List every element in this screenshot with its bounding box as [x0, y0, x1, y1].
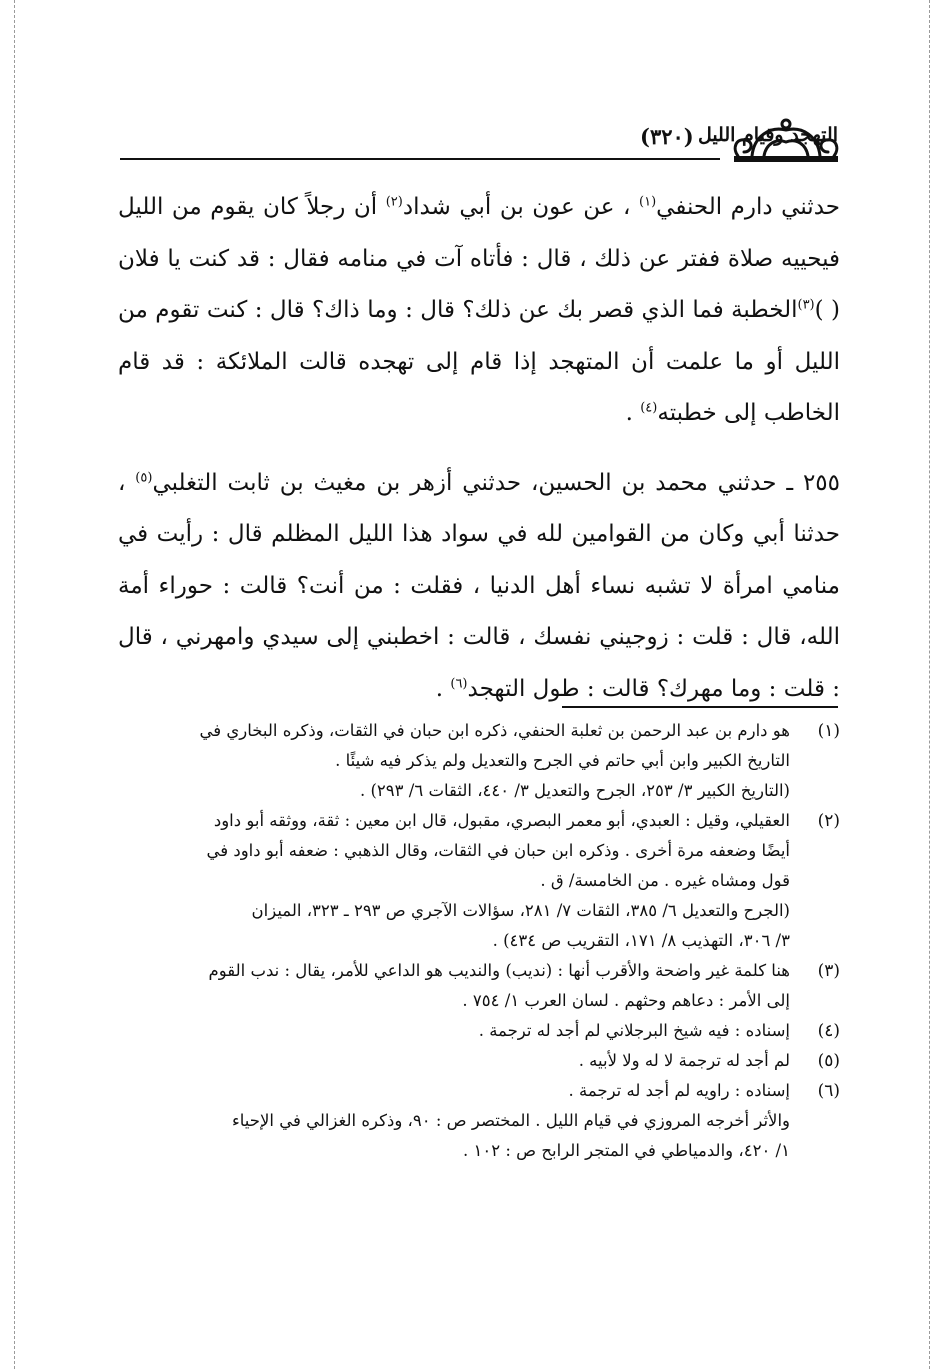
footnote-number: (١) [817, 721, 840, 741]
footnote-4 [118, 1016, 840, 1046]
main-line: حوراء أمة الله، قال : قلت : زوجيني نفسك ، قالت : اخطبني إلى سيدي [118, 572, 840, 650]
footnote-number: (٣) [817, 961, 840, 981]
main-line: وامهرني ، قال : قلت : وما مهرك؟ قالت : طول التهجد$^{(٦)}$ . [118, 624, 840, 702]
footnote-line: (التاريخ الكبير ٣/ ٢٥٣، الجرح والتعديل ٣/ ٤٤٠، الثقات ٦/ ٢٩٣) . [359, 781, 790, 800]
footnote-line: (الجرح والتعديل ٦/ ٣٨٥، الثقات ٧/ ٢٨١، سؤالات الآجري ص ٢٩٣ ـ ٣٢٣، الميزان [251, 901, 790, 920]
footnote-line: لم أجد له ترجمة لا له ولا لأبيه . [578, 1051, 790, 1070]
footnote-line: إسناده : فيه شيخ البرجلاني لم أجد له ترجمة . [478, 1021, 790, 1040]
footnote-ref[interactable]: (٣) [797, 297, 815, 313]
footnote-separator [562, 706, 838, 708]
footnote-ref[interactable]: (٥) [135, 469, 153, 485]
footnote-number: (٥) [817, 1051, 840, 1071]
footnote-line: التاريخ الكبير وابن أبي حاتم في الجرح والتعديل ولم يذكر فيه شيئًا . [335, 751, 790, 770]
decorative-ornament-icon [730, 112, 842, 170]
footnote-ref[interactable]: (٢) [385, 194, 403, 210]
footnote-line: قول ومشاه غيره . من الخامسة/ ق . [540, 871, 790, 890]
main-line: ٢٥٥ ـ حدثني محمد بن الحسين، حدثني أزهر بن مغيث بن ثابت [227, 469, 840, 496]
main-text [118, 182, 840, 715]
footnote-continuation [118, 1106, 790, 1166]
footnotes [118, 716, 840, 1166]
footnote-6 [118, 1076, 840, 1106]
footnote-number: (٤) [817, 1021, 840, 1041]
main-line: رأيت في منامي امرأة لا تشبه نساء أهل الدنيا ، فقلت : من أنت؟ قالت : [118, 521, 841, 599]
paragraph-2 [118, 458, 840, 716]
footnote-1 [118, 716, 840, 806]
footnote-line: والأثر أخرجه المروزي في قيام الليل . المختصر ص : ٩٠، وذكره الغزالي في الإحياء [232, 1111, 790, 1130]
main-line: التغلبي$^{(٥)}$ ، حدثنا أبي وكان من القوامين لله في سواد هذا الليل المظلم قال : [118, 469, 840, 547]
footnote-5 [118, 1046, 840, 1076]
right-cut-line [929, 0, 930, 1369]
footnote-line: إسناده : راويه لم أجد له ترجمة . [568, 1081, 790, 1100]
footnote-number: (٦) [817, 1081, 840, 1101]
left-cut-line [14, 0, 15, 1369]
main-line: ( )$^{(٣)}$الخطبة فما الذي قصر بك عن ذلك؟ قال : وما ذاك؟ قال : كنت [206, 297, 840, 323]
main-line: تقوم من الليل أو ما علمت أن المتهجد إذا قام إلى تهجده قالت الملائكة : قد قام [118, 297, 840, 375]
footnote-number: (٢) [817, 811, 840, 831]
main-line: الخاطب إلى خطبته$^{(٤)}$ . [625, 400, 840, 426]
footnote-line: العقيلي، وقيل : العبدي، أبو معمر البصري، مقبول، قال ابن معين : ثقة، ووثقه أبو داود [213, 811, 790, 830]
footnote-ref[interactable]: (٦) [450, 675, 468, 691]
footnote-3 [118, 956, 840, 1016]
page-number: (٣٢٠) [640, 124, 694, 149]
footnote-line: هنا كلمة غير واضحة والأقرب أنها : (نديب) والنديب هو الداعي للأمر، يقال : ندب القوم [208, 961, 790, 980]
footnote-2 [118, 806, 840, 956]
footnote-ref[interactable]: (٤) [640, 400, 658, 416]
main-line: حدثني دارم الحنفي$^{(١)}$ ، عن عون بن أبي شداد$^{(٢)}$ أن رجلاً كان يقوم من الليل [118, 194, 840, 220]
main-line: فيحييه صلاة ففتر عن ذلك ، قال : فأتاه آت في منامه فقال : قد كنت يا فلان [118, 245, 840, 272]
footnote-line: ٣/ ٣٠٦، التهذيب ٨/ ١٧١، التقريب ص ٤٣٤) . [492, 931, 790, 950]
footnote-line: إلى الأمر : دعاهم وحثهم . لسان العرب ١/ ٧٥٤ . [462, 991, 790, 1010]
footnote-line: هو دارم بن عبد الرحمن بن ثعلبة الحنفي، ذكره ابن حبان في الثقات، وذكره البخاري في [199, 721, 790, 740]
footnote-line: ١/ ٤٢٠، والدمياطي في المتجر الرابح ص : ١٠٢ . [463, 1141, 790, 1160]
paragraph-1 [118, 182, 840, 440]
footnote-line: أيضًا وضعفه مرة أخرى . وذكره ابن حبان في الثقات، وقال الذهبي : ضعفه أبو داود في [206, 841, 790, 860]
header-rule [120, 158, 720, 160]
footnote-ref[interactable]: (١) [639, 194, 657, 210]
running-title: التهجد وقيام الليل [697, 124, 838, 146]
page-header [120, 112, 838, 172]
